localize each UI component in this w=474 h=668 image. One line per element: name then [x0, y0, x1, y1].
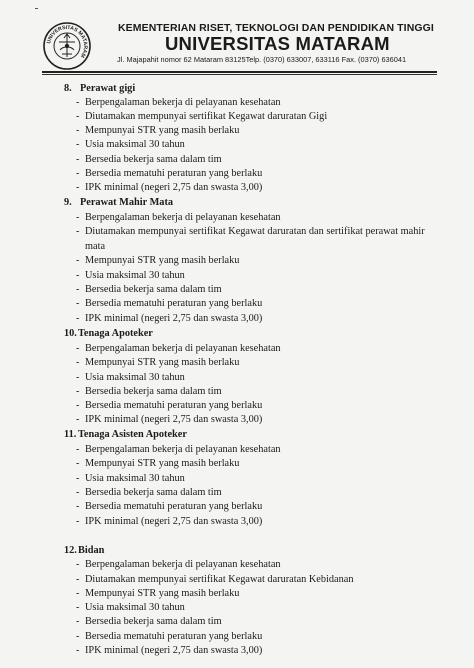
list-item-text: Bersedia mematuhi peraturan yang berlaku [85, 501, 263, 512]
list-item-text: Usia maksimal 30 tahun [85, 139, 185, 150]
bullet-dash: - [76, 616, 80, 627]
section-number: 9. [64, 197, 72, 208]
list-item [76, 270, 185, 281]
bullet-dash: - [76, 602, 80, 613]
bullet-dash: - [76, 574, 80, 585]
list-item [76, 284, 222, 295]
list-item-text: Bersedia bekerja sama dalam tim [85, 154, 222, 165]
bullet-dash: - [76, 458, 80, 469]
list-item-text: IPK minimal (negeri 2,75 dan swasta 3,00) [85, 414, 263, 425]
bullet-dash: - [76, 313, 80, 324]
bullet-dash: - [76, 270, 80, 281]
bullet-dash: - [76, 139, 80, 150]
list-item [76, 559, 281, 570]
section-title-text: Perawat Mahir Mata [80, 197, 174, 208]
bullet-dash: - [76, 111, 80, 122]
list-item-text: Berpengalaman bekerja di pelayanan kesehatan [85, 212, 281, 223]
ministry-name: KEMENTERIAN RISET, TEKNOLOGI DAN PENDIDIKAN TINGGI [118, 22, 434, 34]
list-item [76, 487, 222, 498]
bullet-dash: - [76, 414, 80, 425]
list-item [76, 473, 185, 484]
list-item-text: Diutamakan mempunyai sertifikat Kegawat daruratan Kebidanan [85, 574, 354, 585]
bullet-dash: - [76, 357, 80, 368]
list-item [76, 616, 222, 627]
list-item-text: Bersedia mematuhi peraturan yang berlaku [85, 298, 263, 309]
list-item [76, 501, 262, 512]
list-item [76, 182, 262, 193]
bullet-dash: - [76, 284, 80, 295]
list-item-text: IPK minimal (negeri 2,75 dan swasta 3,00) [85, 182, 263, 193]
bullet-dash: - [76, 298, 80, 309]
section-title-text: Perawat gigi [80, 83, 136, 94]
bullet-dash: - [76, 182, 80, 193]
list-item [76, 212, 281, 223]
list-item-text: IPK minimal (negeri 2,75 dan swasta 3,00) [85, 645, 263, 656]
list-item [76, 111, 327, 122]
bullet-dash: - [76, 473, 80, 484]
section-title [64, 197, 173, 208]
list-item [76, 458, 239, 469]
list-item-text: IPK minimal (negeri 2,75 dan swasta 3,00) [85, 313, 263, 324]
list-item [76, 444, 281, 455]
university-address: Jl. Majapahit nomor 62 Mataram 83125Telp. (0370) 633007, 633116 Fax. (0370) 636041 [117, 55, 407, 64]
list-item [76, 168, 262, 179]
bullet-dash: - [76, 645, 80, 656]
list-item-text: Mempunyai STR yang masih berlaku [85, 255, 240, 266]
bullet-dash: - [76, 559, 80, 570]
section-number: 10. [64, 328, 77, 339]
list-item-text: Bersedia bekerja sama dalam tim [85, 386, 222, 397]
bullet-dash: - [76, 588, 80, 599]
bullet-dash: - [76, 168, 80, 179]
list-item [76, 588, 239, 599]
list-item-text: Bersedia mematuhi peraturan yang berlaku [85, 400, 263, 411]
list-item-text: Bersedia bekerja sama dalam tim [85, 616, 222, 627]
list-item [76, 631, 262, 642]
section-title-text: Bidan [78, 545, 105, 556]
list-item-text: Mempunyai STR yang masih berlaku [85, 588, 240, 599]
bullet-dash: - [76, 97, 80, 108]
list-item [76, 372, 185, 383]
list-item [76, 357, 239, 368]
list-item [76, 602, 185, 613]
section-title [64, 83, 135, 94]
list-item [76, 574, 353, 585]
list-item-text: Diutamakan mempunyai sertifikat Kegawat daruratan dan sertifikat perawat mahir [85, 226, 425, 237]
list-item-text: Berpengalaman bekerja di pelayanan kesehatan [85, 444, 281, 455]
list-item-continuation: mata [85, 241, 106, 252]
bullet-dash: - [76, 343, 80, 354]
bullet-dash: - [76, 487, 80, 498]
list-item-text: Bersedia mematuhi peraturan yang berlaku [85, 631, 263, 642]
list-item-text: Berpengalaman bekerja di pelayanan kesehatan [85, 343, 281, 354]
list-item [76, 139, 185, 150]
list-item-text: Usia maksimal 30 tahun [85, 473, 185, 484]
list-item [76, 386, 222, 397]
list-item-text: Berpengalaman bekerja di pelayanan kesehatan [85, 559, 281, 570]
bullet-dash: - [76, 386, 80, 397]
section-title [64, 545, 104, 556]
bullet-dash: - [76, 400, 80, 411]
list-item [76, 97, 281, 108]
list-item-text: Bersedia mematuhi peraturan yang berlaku [85, 168, 263, 179]
svg-text:UNIVERSITAS MATARAM: UNIVERSITAS MATARAM [46, 24, 89, 59]
bullet-dash: - [76, 212, 80, 223]
bullet-dash: - [76, 255, 80, 266]
list-item [76, 154, 222, 165]
section-title [64, 429, 187, 440]
list-item-text: Mempunyai STR yang masih berlaku [85, 125, 240, 136]
list-item-text: Usia maksimal 30 tahun [85, 270, 185, 281]
university-name: UNIVERSITAS MATARAM [165, 33, 390, 54]
bullet-dash: - [76, 226, 80, 237]
bullet-dash: - [76, 444, 80, 455]
list-item [76, 343, 281, 354]
bullet-dash: - [76, 516, 80, 527]
bullet-dash: - [76, 501, 80, 512]
list-item [76, 226, 425, 237]
list-item-text: Mempunyai STR yang masih berlaku [85, 357, 240, 368]
section-number: 12. [64, 545, 77, 556]
section-number: 8. [64, 83, 72, 94]
list-item [76, 414, 262, 425]
bullet-dash: - [76, 125, 80, 136]
list-item [76, 298, 262, 309]
list-item-text: Usia maksimal 30 tahun [85, 372, 185, 383]
list-item [76, 125, 239, 136]
section-number: 11. [64, 429, 77, 440]
list-item-text: IPK minimal (negeri 2,75 dan swasta 3,00) [85, 516, 263, 527]
list-item [76, 400, 262, 411]
section-title-text: Tenaga Apoteker [78, 328, 153, 339]
section-title [64, 328, 153, 339]
bullet-dash: - [76, 372, 80, 383]
section-title-text: Tenaga Asisten Apoteker [78, 429, 187, 440]
list-item-text: Usia maksimal 30 tahun [85, 602, 185, 613]
list-item-text: Berpengalaman bekerja di pelayanan kesehatan [85, 97, 281, 108]
list-item [76, 255, 239, 266]
list-item [76, 645, 262, 656]
bullet-dash: - [76, 631, 80, 642]
list-item-text: Diutamakan mempunyai sertifikat Kegawat daruratan Gigi [85, 111, 328, 122]
list-item-text: Bersedia bekerja sama dalam tim [85, 487, 222, 498]
bullet-dash: - [76, 154, 80, 165]
list-item-text: Bersedia bekerja sama dalam tim [85, 284, 222, 295]
list-item [76, 313, 262, 324]
list-item [76, 516, 262, 527]
list-item-text: Mempunyai STR yang masih berlaku [85, 458, 240, 469]
